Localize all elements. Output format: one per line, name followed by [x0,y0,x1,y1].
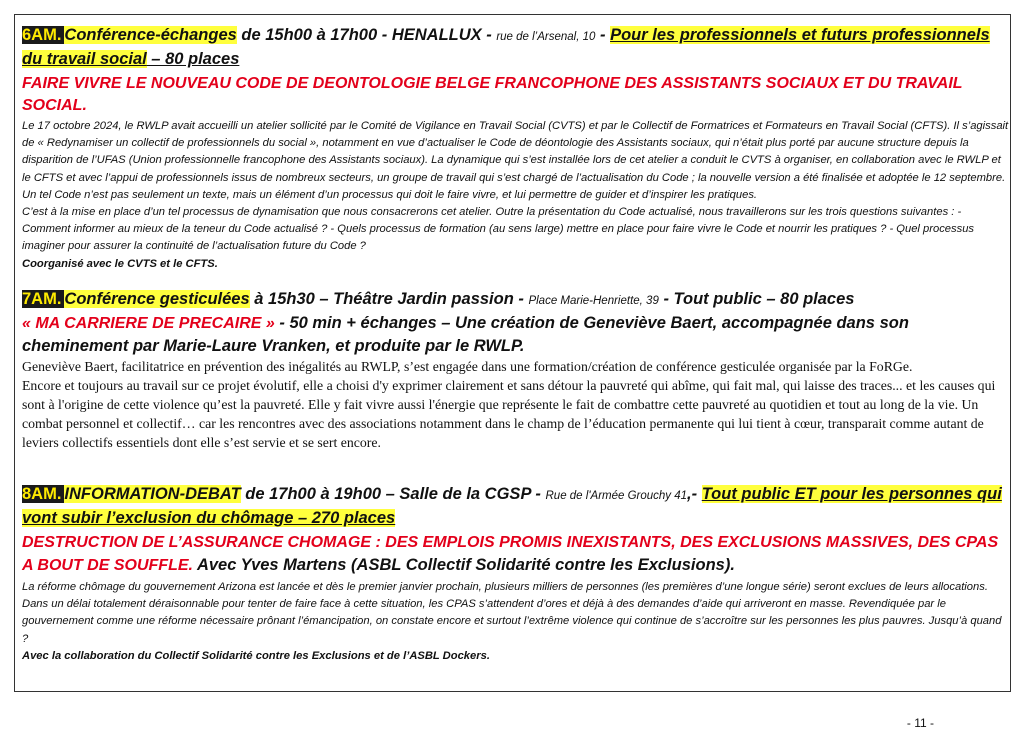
event-time: à 15h30 – Théâtre Jardin passion - [249,290,529,308]
event-audience: - Tout public – 80 places [658,290,855,308]
event-title: FAIRE VIVRE LE NOUVEAU CODE DE DEONTOLOGIE BELGE FRANCOPHONE DES ASSISTANTS SOCIAUX ET DU TRAVAIL SOCIAL. [22,75,963,114]
event-capacity: – 80 places [146,50,240,68]
event-header [22,24,1010,70]
event-title-red: DESTRUCTION DE L’ASSURANCE CHOMAGE : DES EMPLOIS PROMIS INEXISTANTS, DES EXCLUSIONS MASSIVES, DES CPAS A BOUT DE SOUFFLE. [22,534,999,574]
event-address: rue de l’Arsenal, 10 [496,31,596,43]
collaboration: Avec la collaboration du Collectif Solidarité contre les Exclusions et de l’ASBL Dockers. [22,649,490,662]
event-type: INFORMATION-DEBAT [64,485,241,503]
paragraph: Le 17 octobre 2024, le RWLP avait accueilli un atelier sollicité par le Comité de Vigilance en Travail Social (CVTS) et par le Collectif de Formatrices et Formateurs en Travail Social (CFTS). Il s’agissait de « Redynamiser un collectif de professionnels du social », notamment en vue d’actualiser le Code de déontologie des Assistants sociaux, qui n’était plus porté par aucune structure depuis la disparition de l’UFAS (Union professionnelle francophone des Assistants sociaux). La dynamique qui s’est installée lors de cet atelier a conduit le CVTS à organiser, en collaboration avec le RWLP et le CFTS et avec l’appui de professionnels issus de nombreux secteurs, un groupe de travail qui s’est chargé de l’actualisation du Code ; la nouvelle version a été finalisée et adoptée le 12 septembre. [22,120,1009,184]
event-title [22,312,1010,357]
paragraph: Un tel Code n’est pas seulement un texte, mais un élément d’un processus qui doit le faire vivre, et lui permettre de guider et d’inspirer les pratiques. [22,188,758,201]
event-description [22,357,1010,452]
page-number: - 11 - [906,716,934,730]
paragraph: Geneviève Baert, facilitatrice en prévention des inégalités au RWLP, s’est engagée dans une formation/création de conférence gesticulée organisée par la FoRGe. [22,359,913,374]
event-audience: Pour les professionnels et futurs professionnels du travail social [22,26,990,68]
event-time: de 17h00 à 19h00 – Salle de la CGSP - [240,485,546,503]
separator: ,- [687,485,702,503]
event-header [22,483,1010,529]
event-type: Conférence-échanges [64,26,237,44]
event-8am [22,483,1010,665]
event-address: Rue de l'Armée Grouchy 41 [545,490,688,502]
coorganizers: Coorganisé avec le CVTS et le CFTS. [22,257,218,270]
event-address: Place Marie-Henriette, 39 [528,295,659,307]
event-title [22,531,1010,577]
event-6am [22,24,1010,273]
event-title-rest: - 50 min + échanges – Une création de Geneviève Baert, accompagnée dans son cheminement par Marie-Laure Vranken, et produite par le RWLP. [22,314,909,355]
paragraph: Encore et toujours au travail sur ce projet évolutif, elle a choisi d'y exprimer clairement et sans détour la pauvreté qui abîme, qui fait mal, qui laisse des traces... et les causes qui sont à l'origine de cette violence qu’est la pauvreté. Elle y fait vivre aussi l'énergie que représente le fait de combattre cette pauvreté au quotidien et tout au long de la vie. Un combat personnel et collectif… car les rencontres avec des associations notamment dans le champ de l’éducation permanente qui lui tient à cœur, transparait comme autant de leviers collectifs essentiels dont elle s’est servie et se sert encore. [22,378,996,450]
event-audience: Tout public ET pour les personnes qui vont subir l’exclusion du chômage – 270 places [22,485,1002,527]
event-type: Conférence gesticulées [64,290,250,308]
event-title-red: « MA CARRIERE DE PRECAIRE » [22,315,275,332]
event-title-rest: Avec Yves Martens (ASBL Collectif Solidarité contre les Exclusions). [192,556,735,574]
event-number: 8AM. [22,485,64,503]
paragraph: C’est à la mise en place d’un tel processus de dynamisation que nous consacrerons cet atelier. Outre la présentation du Code actualisé, nous travaillerons sur les trois questions suivantes : - Comment informer au mieux de la teneur du Code actualisé ? - Quels processus de formation (au sens large) mettre en place pour faire vivre le Code et nourrir les pratiques ? - Quel processus imaginer pour assurer la continuité de l’actualisation future du Code ? [22,206,975,253]
event-number: 6AM. [22,26,64,44]
event-description [22,118,1010,273]
event-description [22,579,1010,665]
event-7am [22,288,1010,452]
event-header [22,288,1010,312]
event-number: 7AM. [22,290,64,308]
event-time: de 15h00 à 17h00 - HENALLUX - [236,26,497,44]
separator: - [595,26,611,44]
paragraph: La réforme chômage du gouvernement Arizona est lancée et dès le premier janvier prochain, plusieurs milliers de personnes (les premières d’une longue série) seront exclues de leurs allocations. Dans un délai totalement déraisonnable pour tenter de faire face à cette situation, les CPAS s’attendent d’ores et déjà à des demandes d’aide qui arriveront en masse. Revendiquée par le gouvernement comme une réforme nécessaire prônant l’émancipation, on constate encore et surtout l’extrême violence qui continue de s’accroître sur les personnes les plus pauvres. Jusqu’à quand ? [22,581,1002,645]
